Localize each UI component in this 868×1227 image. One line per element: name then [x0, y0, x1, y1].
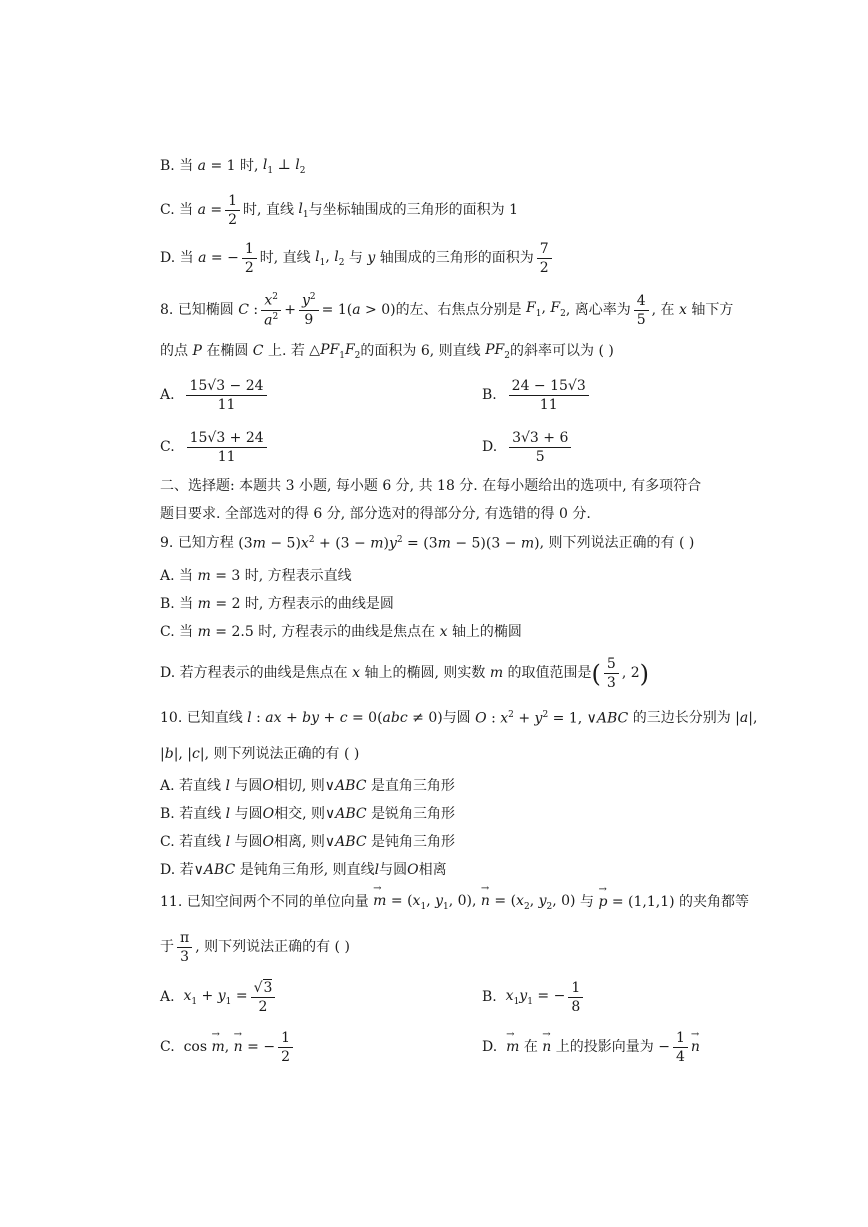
q11-option-c[interactable] [160, 1030, 296, 1065]
option-text: 相离, 则 [274, 834, 325, 850]
stem-text: 的斜率可以为 ( ) [510, 343, 614, 360]
math: $\triangle PF_1F_2$ [304, 342, 361, 361]
math: ∨ABC [324, 806, 367, 822]
option-label: B. [482, 387, 497, 404]
stem-text: 已知方程 [177, 535, 234, 552]
option-text: 轴上的椭圆, 则实数 [364, 665, 486, 682]
stem-text: 的面积为 6, 则直线 [360, 343, 481, 360]
math: C [252, 343, 264, 360]
math: → m [506, 1039, 524, 1056]
stem-text: 的点 [160, 343, 188, 360]
stem-text: 的左、右焦点分别是 [395, 301, 522, 318]
math: O [262, 778, 274, 794]
section-2-instructions-line-2: 题目要求. 全部选对的得 6 分, 部分选对的得部分分, 有选错的得 0 分. [160, 506, 591, 522]
section-2-instructions-line-1: 二、选择题: 本题共 3 小题, 每小题 6 分, 共 18 分. 在每小题给出的选项中, 有多项符合 [160, 478, 702, 494]
math: |b|, |c| [160, 746, 205, 762]
stem-text: , 则下列说法正确的有 ( ) [204, 746, 360, 762]
fraction: $\frac{1}{4}$ [673, 1030, 688, 1065]
option-text: 若直线 [179, 834, 222, 850]
option-text: 相交, 则 [274, 806, 325, 822]
fraction: $\frac{15√3 - 24}{11}$ [186, 378, 266, 413]
option-text: 相离 [418, 862, 447, 878]
q9-stem [160, 535, 694, 552]
q9-option-c[interactable] [160, 624, 522, 641]
q7-option-b[interactable] [160, 157, 305, 177]
fraction: $\frac{1}{2}$ [242, 241, 257, 276]
math: P [192, 343, 202, 360]
option-label: C. [160, 624, 175, 640]
math: l [225, 778, 230, 794]
option-label: D. [160, 862, 176, 878]
math: a = − [198, 250, 239, 267]
math: − [653, 1039, 670, 1056]
q11-option-a[interactable] [160, 980, 278, 1015]
option-label: B. [160, 806, 175, 822]
option-label: B. [160, 158, 175, 175]
option-text: 上的投影向量为 [555, 1039, 654, 1056]
option-text: 与圆 [234, 806, 263, 822]
math: O [262, 806, 275, 822]
option-text: 是钝角三角形 [370, 834, 455, 850]
q10-option-b[interactable] [160, 806, 455, 823]
math: O [262, 834, 274, 850]
option-text: 是直角三角形 [370, 778, 455, 794]
fraction: $\frac{15√3 + 24}{11}$ [187, 430, 267, 465]
math: l [225, 834, 231, 850]
option-text: 当 [179, 568, 194, 584]
option-label: A. [160, 568, 175, 584]
option-label: D. [482, 1039, 498, 1056]
q8-option-a[interactable] [160, 378, 270, 413]
math: → n [538, 1039, 556, 1056]
math: $(3m - 5)x^2 + (3 - m)y^2 = (3m - 5)(3 - m)$ [233, 535, 540, 552]
q7-option-c[interactable] [160, 193, 518, 228]
stem-text: 已知空间两个不同的单位向量 [186, 894, 369, 911]
option-text: 与圆 [234, 834, 263, 850]
question-number: 9. [160, 535, 174, 552]
math: $l_1$ ⊥ $l_2$ [262, 157, 306, 176]
option-label: C. [160, 439, 175, 456]
q8-stem-line-2 [160, 342, 614, 362]
math: m [489, 665, 504, 682]
math: m = 3 [197, 568, 245, 584]
option-label: D. [482, 439, 498, 456]
fraction: $\frac{1}{2}$ [225, 193, 240, 228]
option-text: 时, 直线 [243, 202, 294, 219]
q10-option-d[interactable] [160, 862, 447, 879]
option-text: 若方程表示的曲线是焦点在 [179, 665, 348, 682]
stem-text: , 在 [651, 301, 675, 318]
option-text: 若 [179, 862, 194, 878]
math: x [352, 665, 360, 682]
option-text: 时, 方程表示的曲线是圆 [244, 596, 394, 612]
option-text: 若直线 [179, 806, 222, 822]
stem-text: 的夹角都等 [679, 894, 750, 911]
math: l : ax + by + c = 0(abc ≠ 0) [247, 710, 443, 727]
fraction: $\frac{7}{2}$ [537, 241, 552, 276]
math: y [367, 250, 376, 267]
option-label: A. [160, 387, 175, 404]
fraction: $\frac{1}{2}$ [278, 1030, 293, 1065]
math: ∨ABC [324, 778, 367, 794]
stem-text: 轴下方 [691, 301, 734, 318]
option-label: B. [482, 989, 497, 1006]
math: m = 2.5 [197, 624, 259, 640]
math: l [374, 862, 380, 878]
math: + [284, 301, 296, 318]
math: C : [238, 301, 259, 318]
q10-stem-line-1 [160, 710, 757, 727]
option-text: 当 [179, 624, 194, 640]
math: a = 1 [197, 158, 241, 175]
math: ∨ABC [193, 862, 236, 878]
q9-option-b[interactable] [160, 596, 394, 613]
fraction: $\frac{x^2}{a^2}$ [261, 292, 281, 329]
stem-text: , 离心率为 [565, 301, 631, 318]
stem-text: 与 [579, 894, 594, 911]
math: x [439, 624, 448, 640]
q11-stem-line-2 [160, 930, 350, 965]
math: ∨ABC [324, 834, 367, 850]
stem-text: 于 [160, 939, 174, 956]
math: $l_1$, $l_2$ [315, 248, 345, 268]
option-text: 时, 方程表示的曲线是焦点在 [258, 624, 436, 640]
option-text: 当 [179, 202, 194, 219]
option-label: D. [160, 250, 176, 267]
option-text: 当 [179, 596, 194, 612]
stem-text: 的三边长分别为 [632, 710, 731, 727]
q8-option-c[interactable] [160, 430, 270, 465]
option-label: D. [160, 665, 176, 682]
q9-option-a[interactable] [160, 568, 352, 585]
q11-option-d[interactable] [482, 1030, 700, 1065]
math: |a|, [730, 710, 758, 727]
option-label: A. [160, 989, 175, 1006]
q8-option-d[interactable] [482, 430, 574, 465]
option-label: C. [160, 1039, 175, 1056]
question-number: 11. [160, 894, 183, 911]
stem-text: 与圆 [442, 710, 471, 727]
option-text: 时, [240, 158, 259, 175]
option-text: 与坐标轴围成的三角形的面积为 1 [308, 202, 518, 219]
question-number: 10. [160, 710, 183, 727]
option-text: 时, 方程表示直线 [244, 568, 352, 584]
math: , 2 [621, 665, 640, 682]
math: m = 2 [197, 596, 245, 612]
question-number: 8. [160, 301, 174, 318]
math: → p = (1,1,1) [594, 894, 679, 911]
stem-text: , 则下列说法正确的有 ( ) [195, 939, 350, 956]
q10-stem-line-2 [160, 746, 359, 763]
q8-stem-line-1 [160, 292, 733, 329]
fraction: $\frac{3√3 + 6}{5}$ [509, 430, 571, 465]
fraction: $\frac{5}{3}$ [604, 656, 619, 691]
option-text: 轴上的椭圆 [451, 624, 522, 640]
q7-option-d[interactable] [160, 241, 555, 276]
option-text: 当 [179, 250, 194, 267]
q11-stem-line-1 [160, 893, 749, 913]
math: → $m = (x_1$, $y_1$, 0), → $n = (x_2$, $y_2$, 0) [369, 893, 580, 913]
math: $x_1 + y_1$ = [183, 987, 248, 1007]
math: = 1(a > 0) [321, 301, 396, 318]
option-text: 与圆 [234, 778, 263, 794]
option-text: 轴围成的三角形的面积为 [379, 250, 534, 267]
q8-option-b[interactable] [482, 378, 592, 413]
option-label: A. [160, 778, 175, 794]
q10-option-c[interactable] [160, 834, 455, 851]
q10-option-a[interactable] [160, 778, 455, 795]
stem-text: 已知椭圆 [177, 301, 234, 318]
option-label: C. [160, 834, 175, 850]
option-label: C. [160, 202, 175, 219]
math: a = [197, 202, 223, 219]
fraction: $\frac{y^2}{9}$ [299, 292, 319, 328]
stem-text: 在椭圆 [206, 343, 249, 360]
q9-option-d[interactable] [160, 656, 649, 691]
fraction: $\frac{\pi}{3}$ [177, 930, 192, 965]
fraction: $\frac{24 - 15√3}{11}$ [509, 378, 589, 413]
option-text: 时, 直线 [259, 250, 311, 267]
option-label: B. [160, 596, 175, 612]
fraction: $\frac{√3}{2}$ [251, 980, 276, 1015]
math: $x_1y_1$ = − [505, 987, 566, 1007]
math: $l_1$ [298, 200, 309, 220]
option-text: 是钝角三角形, 则直线 [239, 862, 375, 878]
math: O [407, 862, 419, 878]
q11-option-b[interactable] [482, 980, 586, 1015]
math: O : $x^2 + y^2 = 1$, ∨ABC [475, 710, 629, 727]
option-text: 当 [179, 158, 194, 175]
option-text: 是锐角三角形 [371, 806, 456, 822]
math: cos → m, → n = − [184, 1039, 276, 1056]
option-text: 与圆 [379, 862, 408, 878]
option-text: 相切, 则 [273, 778, 325, 794]
math: $PF_2$ [485, 342, 510, 361]
option-text: 的取值范围是 [507, 665, 592, 682]
stem-text: 上. 若 [267, 343, 305, 360]
math: $F_1$, $F_2$ [526, 300, 566, 320]
stem-text: 已知直线 [186, 710, 243, 727]
option-text: 在 [523, 1039, 538, 1056]
math: → n [691, 1039, 700, 1056]
option-text: 与 [348, 250, 363, 267]
math: ( [591, 659, 601, 688]
fraction: $\frac{1}{8}$ [568, 980, 583, 1015]
option-text: 若直线 [179, 778, 222, 794]
math: l [225, 806, 231, 822]
math: ) [639, 659, 650, 688]
fraction: $\frac{4}{5}$ [634, 293, 649, 328]
stem-text: , 则下列说法正确的有 ( ) [539, 535, 695, 552]
math: x [679, 301, 687, 318]
